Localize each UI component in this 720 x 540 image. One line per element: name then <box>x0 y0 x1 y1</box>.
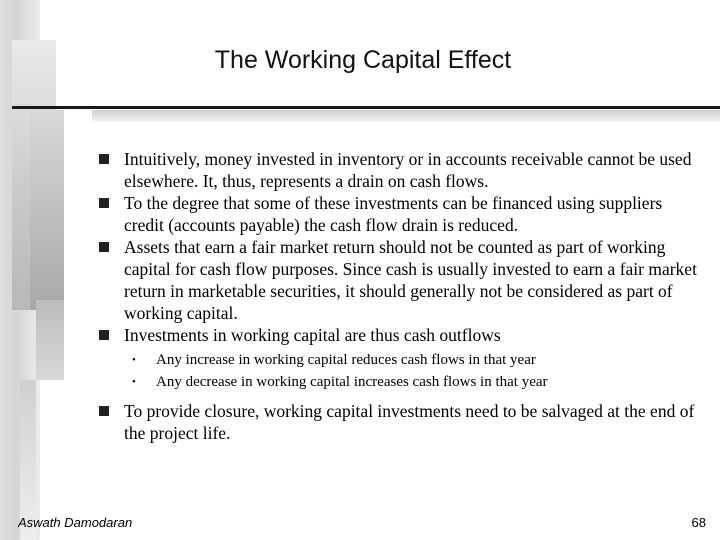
bullet-item <box>99 236 704 324</box>
bullet-text: To the degree that some of these investments can be financed using suppliers credit (accounts payable) the cash flow drain is reduced. <box>124 193 663 235</box>
slide-title: The Working Capital Effect <box>214 46 512 74</box>
decoration-band <box>30 110 64 310</box>
sub-bullet-item <box>99 349 704 371</box>
slide-body <box>99 148 704 444</box>
square-bullet-icon <box>99 154 109 164</box>
bullet-item <box>99 324 704 346</box>
dot-bullet-icon: • <box>132 354 136 366</box>
bullet-item <box>99 192 704 236</box>
square-bullet-icon <box>99 242 109 252</box>
bullet-text: Assets that earn a fair market return should not be counted as part of working capital for cash flow purposes. Since cash is usually invested to earn a fair market return in marketable securities, it should generally not be considered as part of working capital. <box>124 237 697 323</box>
square-bullet-icon <box>99 330 109 340</box>
bullet-item <box>99 400 704 444</box>
dot-bullet-icon: • <box>132 376 136 388</box>
title-rule <box>12 106 720 109</box>
sub-bullet-text: Any decrease in working capital increases cash flows in that year <box>156 374 548 390</box>
square-bullet-icon <box>99 406 109 416</box>
bullet-text: Investments in working capital are thus cash outflows <box>124 325 501 345</box>
title-rule-shadow <box>92 110 720 122</box>
footer-author: Aswath Damodaran <box>18 515 133 530</box>
sub-bullet-item <box>99 371 704 393</box>
square-bullet-icon <box>99 198 109 208</box>
sub-bullet-text: Any increase in working capital reduces cash flows in that year <box>156 352 536 368</box>
page-number: 68 <box>691 515 706 530</box>
bullet-text: To provide closure, working capital investments need to be salvaged at the end of the project life. <box>124 401 695 443</box>
decoration-band <box>36 300 64 380</box>
bullet-item <box>99 148 704 192</box>
bullet-text: Intuitively, money invested in inventory or in accounts receivable cannot be used elsewhere. It, thus, represents a drain on cash flows. <box>124 149 692 191</box>
